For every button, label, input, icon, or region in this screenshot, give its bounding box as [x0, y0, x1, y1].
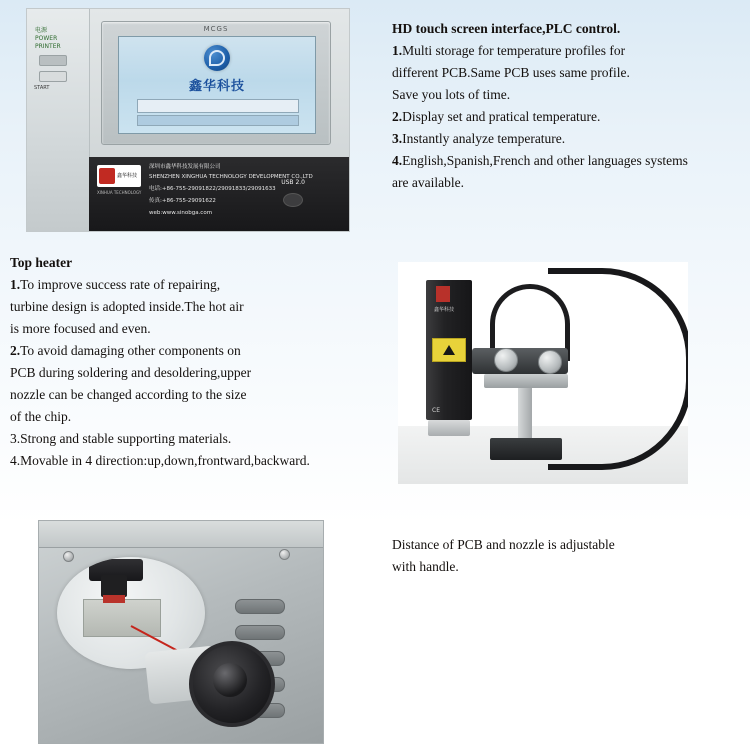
usb-port-icon [283, 193, 303, 207]
touchscreen-item-4-line-2: are available. [392, 175, 464, 190]
top-heater-item-2-line-1 [10, 340, 386, 362]
warning-triangle-icon [443, 345, 455, 355]
nozzle-screw-right [279, 549, 290, 560]
screen-logo-icon [204, 45, 230, 71]
top-heater-item-2-text-1: To avoid damaging other components on [20, 343, 241, 358]
top-heater-item-4-text-1: Movable in 4 direction:up,down,frontward,backward. [20, 453, 310, 468]
touchscreen-item-4-num: 4. [392, 153, 403, 168]
top-heater-item-2-line-2: PCB during soldering and desoldering,upper [10, 365, 252, 380]
screen-brand-label: MCGS [203, 25, 229, 33]
photo-top-heater-unit [398, 262, 688, 484]
panel-tel: 电话:+86-755-29091822/29091833/29091633 [149, 186, 276, 192]
screen-title-cn: 鑫华科技 [188, 79, 246, 94]
nozzle-slot-2 [235, 625, 285, 640]
nozzle-slot-1 [235, 599, 285, 614]
panel-fax: 传真:+86-755-29091622 [149, 198, 216, 204]
text-block-touchscreen [392, 18, 744, 194]
top-heater-item-1-line-3: is more focused and even. [10, 321, 151, 336]
touchscreen-item-2-text-1: Display set and pratical temperature. [402, 109, 601, 124]
heater-brand-label: 鑫华科技 [434, 307, 455, 313]
touchscreen-item-1-text-1: Multi storage for temperature profiles for [402, 43, 626, 58]
top-heater-item-4-num: 4. [10, 453, 21, 468]
touchscreen-item-3-num: 3. [392, 131, 403, 146]
heater-nozzle [428, 420, 470, 436]
photo-nozzle-closeup [38, 520, 324, 744]
panel-name-plate [89, 157, 349, 231]
photo-control-panel [26, 8, 350, 232]
top-heater-item-3-text-1: Strong and stable supporting materials. [20, 431, 232, 446]
heater-brand-red-icon [436, 286, 450, 302]
touchscreen-item-1-line-1 [392, 40, 744, 62]
panel-button-1 [39, 55, 67, 66]
distance-line-1: Distance of PCB and nozzle is adjustable [392, 537, 615, 552]
screen-field-1 [137, 99, 299, 113]
panel-indicator-label: 电源 POWER PRINTER [35, 27, 61, 50]
inset-chip-marking [103, 595, 125, 603]
top-heater-item-1-num: 1. [10, 277, 21, 292]
top-heater-heading: Top heater [10, 255, 73, 270]
panel-left-text: START [34, 85, 50, 91]
touchscreen-item-3-text-1: Instantly analyze temperature. [402, 131, 566, 146]
top-heater-item-1-text-1: To improve success rate of repairing, [20, 277, 221, 292]
top-heater-item-2-line-4: of the chip. [10, 409, 72, 424]
heater-base [490, 438, 562, 460]
text-block-distance [392, 534, 722, 578]
nozzle-lens-ring [189, 641, 275, 727]
brand-logo-subtext: XINHUA TECHNOLOGY [97, 190, 142, 195]
heater-knob-2 [538, 350, 562, 374]
inset-chip [101, 575, 127, 597]
top-heater-item-1-line-2: turbine design is adopted inside.The hot air [10, 299, 244, 314]
heater-ce-mark: CE [432, 407, 440, 414]
touchscreen-item-4-text-1: English,Spanish,French and other languages systems [402, 153, 688, 168]
distance-line-2: with handle. [392, 559, 459, 574]
touchscreen-bezel [101, 21, 331, 145]
nozzle-plate-top-edge [39, 521, 323, 548]
touchscreen-item-1-line-2: different PCB.Same PCB uses same profile. [392, 65, 630, 80]
top-heater-item-2-line-3: nozzle can be changed according to the size [10, 387, 247, 402]
nozzle-screw-left [63, 551, 74, 562]
usb-label: USB 2.0 [281, 179, 305, 186]
top-heater-item-2-num: 2. [10, 343, 21, 358]
heater-warning-label [432, 338, 466, 362]
panel-company-en: SHENZHEN XINGHUA TECHNOLOGY DEVELOPMENT CO.,LTD [149, 174, 313, 180]
brand-logo-text: 鑫华科技 [117, 173, 138, 179]
top-heater-item-3-num: 3. [10, 431, 21, 446]
touchscreen-item-1-line-3: Save you lots of time. [392, 87, 511, 102]
panel-company-cn: 深圳市鑫华科技发展有限公司 [149, 164, 221, 170]
heater-tower-body [426, 280, 472, 420]
panel-web: web:www.sinobga.com [149, 210, 213, 216]
text-block-top-heater [10, 252, 386, 472]
touchscreen-item-2-line-1 [392, 106, 744, 128]
panel-button-2 [39, 71, 67, 82]
top-heater-item-4-line-1 [10, 450, 386, 472]
logo-mark-icon [209, 50, 225, 66]
heater-arm-lower [484, 374, 568, 388]
touchscreen-item-4-line-1 [392, 150, 744, 172]
touchscreen-item-2-num: 2. [392, 109, 403, 124]
brand-square-icon [99, 168, 115, 184]
top-heater-item-3-line-1 [10, 428, 386, 450]
top-heater-item-1-line-1 [10, 274, 386, 296]
heater-cable-loop [548, 268, 688, 470]
inset-pcb [83, 599, 161, 637]
touchscreen-display [118, 36, 316, 134]
touchscreen-item-1-num: 1. [392, 43, 403, 58]
panel-brand-logo [97, 165, 141, 187]
touchscreen-item-3-line-1 [392, 128, 744, 150]
touchscreen-heading: HD touch screen interface,PLC control. [392, 21, 621, 36]
panel-left-strip [27, 9, 90, 231]
heater-knob-1 [494, 348, 518, 372]
screen-field-2 [137, 115, 299, 126]
